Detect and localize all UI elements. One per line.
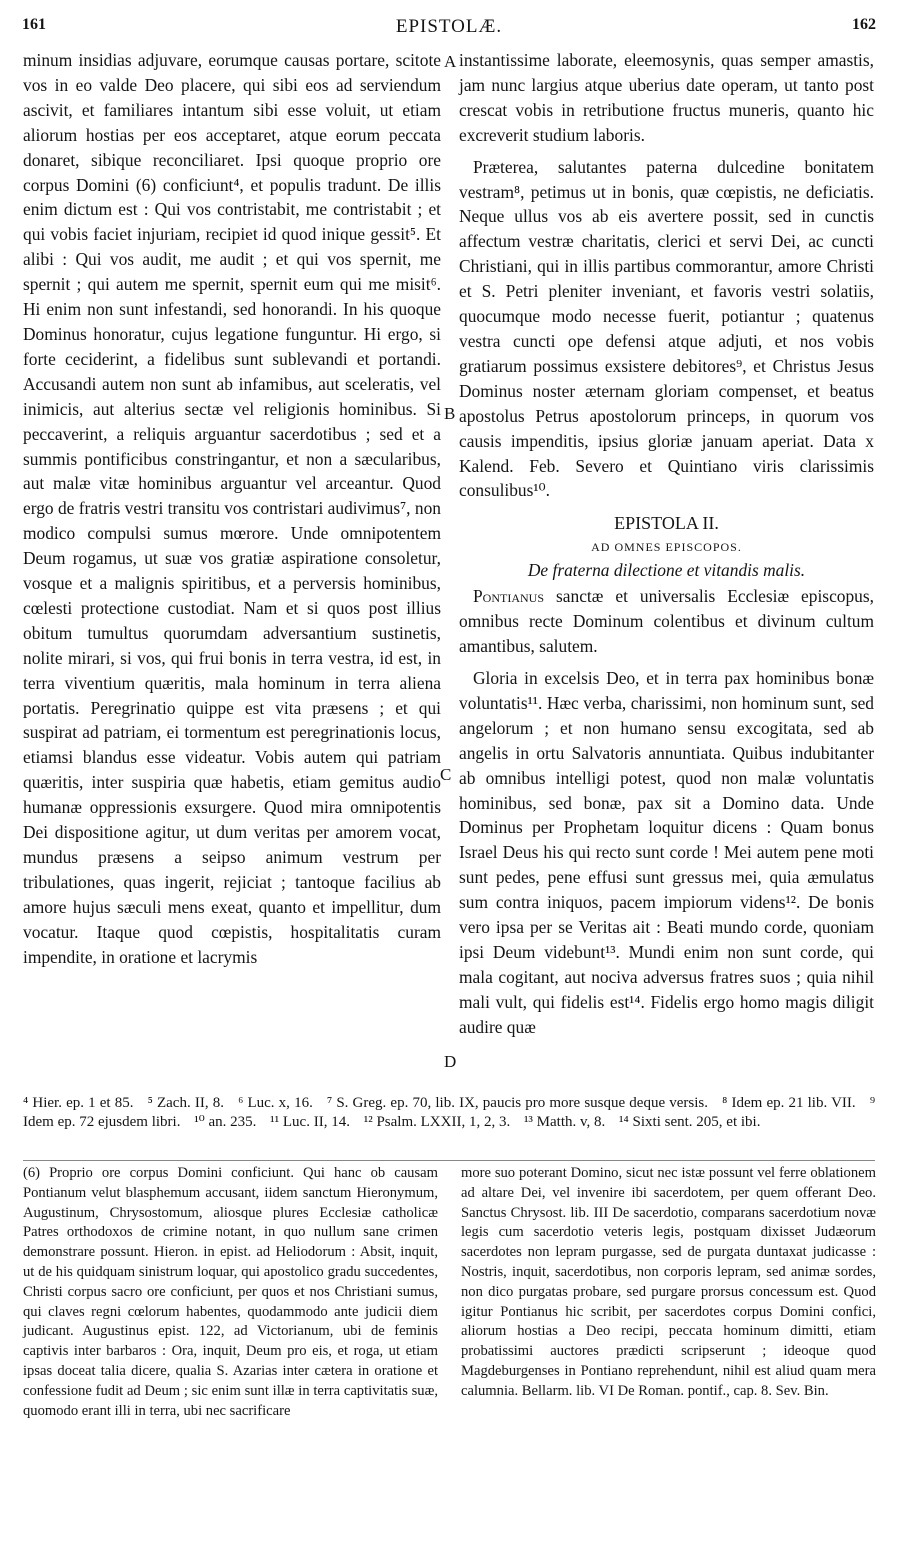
footnote-ref: ⁷ S. Greg. ep. 70, lib. IX, paucis pro more susque deque versis. (326, 1095, 708, 1111)
footnote-ref: ⁹ Idem ep. 72 ejusdem libri. (23, 1095, 876, 1130)
margin-letter-a: A (444, 52, 457, 71)
salutation-text: sanctæ et universalis Ecclesiæ episcopus, omnibus recte Dominum colentibus et divinum cultum amantibus, salutem. (459, 586, 874, 657)
footnote-ref: ⁶ Luc. x, 16. (238, 1095, 313, 1111)
footnote-ref: ⁸ Idem ep. 21 lib. VII. (722, 1095, 856, 1111)
left-paragraph: minum insidias adjuvare, eorumque causas portare, scitote vos in eo valde Deo placere, qui sibi eos ad serviendum ascivit, et familiares intantum sibi esse voluit, ut etiam aliorum hostias per eos acceptaret, atque eorum peccata donaret, sibique reconciliaret. Ipsi quoque proprio ore corpus Domini (6) conficiunt⁴, et populis tradunt. De illis enim dictum est : Qui vos contristabit, me contristabit ; et qui vobis faciet injuriam, recipiet id quod inique gessit⁵. Et alibi : Qui vos audit, me audit ; et qui vos spernit, me spernit ; qui autem me spernit, spernit eum qui me misit⁶. Hi enim non sunt infestandi, sed honorandi. In his quoque Dominus honoratur, cujus legatione funguntur. Hi ergo, si forte ceciderint, a fidelibus sunt sublevandi et portandi. Accusandi autem non sunt ab infamibus, aut sceleratis, vel inimicis, aut alterius sectæ vel religionis hominibus. Si peccaverint, a reliquis arguantur sacerdotibus ; sed et a summis pontificibus constringantur, et non a sæcularibus, aut malæ vitæ hominibus arguantur vel arceantur. Quod ergo de fratris vestri transitu vos contristari audivimus⁷, non modico compulsi sumus mœrore. Unde omnipotentem Deum rogamus, ut suæ vos gratiæ aspiratione consoletur, vosque et a malignis spiritibus, et a perversis hominibus, cœlesti protectione custodiat. Nam et si quos post illius obitum tumultus quorumdam adversantium sustinetis, nolite mirari, si vos, qui frui bonis in terra vestra, id est, in terra viventium quæritis, mala hominum in terra aliena portatis. Peregrinatio quippe est vita præsens ; et qui suspirat ad patriam, ei tormentum est peregrinationis locus, etiamsi blandus esse videatur. Vobis autem qui patriam quæritis, inter suspiria quæ habetis, etiam gemitus audio humanæ oppressionis exsurgere. Quod mira omnipotentis Dei dispositione agitur, ut dum veritas per amorem vocat, mundus præsens a seipso animum vestrum per tribulationes, quas ingerit, rejiciat ; tantoque facilius ab amore hujus sæculi mens exeat, quanto et impellitur, dum vocatur. Itaque quod cœpistis, hospitalitatis curam impendite, in oratione et lacrymis (23, 50, 441, 967)
right-paragraph-1: instantissime laborate, eleemosynis, quas semper amastis, jam nunc largius atque uberius date operam, ut tanto post crescat vobis in retributione fructus muneris, quanto hic excreverit studium laboris. (459, 50, 874, 145)
note-text: more suo poterant Domino, sicut nec istæ possunt vel ferre oblationem ad altare Dei, vel invenire ibi sacerdotem, per quem offerant Deo. Sanctus Chrysost. lib. III De sacerdotio, comparans sacerdotium novæ legis cum sacerdotio veteris legis, postquam dixisset Judæorum sacerdotes non lepram purgasse, sed de purgata duntaxat judicasse : Nostris, inquit, sacerdotibus, non corporis lepram, sed animæ sordes, non dico purgatas probare, sed purgare prorsus concessum est. Quod igitur Pontianus hic scribit, per sacerdotes corpus Domini confici, aliorum hostias a Deo recipi, peccata hominum dimitti, etiam probatissimi auctores prædicti scripserunt ; ideoque quod Magdeburgenses in Pontiano reprehendunt, nihil est aliud quam mera calumnia. Bellarm. lib. VI De Roman. pontif., cap. 8. Sev. Bin. (461, 1165, 876, 1399)
right-column (459, 48, 874, 1047)
commentary-note-left (23, 1164, 438, 1421)
running-header (22, 2, 876, 42)
footnote-ref: ¹⁰ an. 235. (194, 1114, 257, 1130)
page-number-right: 162 (852, 16, 876, 33)
notes-divider (23, 1160, 875, 1161)
footnote-ref: ¹⁴ Sixti sent. 205, et ibi. (619, 1114, 761, 1130)
footnote-ref: ⁴ Hier. ep. 1 et 85. (23, 1095, 134, 1111)
epistle-heading: De fraterna dilectione et vitandis malis. (527, 560, 806, 581)
margin-letter-c: C (440, 765, 452, 784)
author-name: Pontianus (473, 586, 545, 607)
left-column (23, 48, 441, 977)
epistle-title: EPISTOLA II. (614, 513, 719, 534)
epistle-address: AD OMNES EPISCOPOS. (591, 540, 742, 555)
right-paragraph-3 (459, 584, 874, 659)
footnote-references (23, 1094, 875, 1132)
footnote-ref: ¹³ Matth. v, 8. (523, 1114, 606, 1130)
right-paragraph-4: Gloria in excelsis Deo, et in terra pax hominibus bonæ voluntatis¹¹. Hæc verba, charissimi, non hominum sunt, sed angelorum ; et non humano sensu excogitata, sed ab angelis in ortu Salvatoris annuntiata. Quibus indubitanter ab omnibus intelligi potest, quod non malæ voluntatis hominibus, sed bonæ, pax sit a Domino data. Unde Dominus per Prophetam loquitur dicens : Quam bonus Israel Deus his qui recto sunt corde ! Mei autem pene moti sunt pedes, pene effusi sunt gressus mei, quia æmulatus sum contra iniquos, pacem impiorum videns¹². De bonis vero ipsa per se Veritas ait : Beati mundo corde, quoniam ipsi Deum videbunt¹³. Mundi enim non sunt corde, qui mala cogitant, aut nociva adversus fratres suos ; quia nihil mali vult, qui fidelis est¹⁴. Fidelis ergo homo magis diligit audire quæ (459, 668, 874, 1037)
footnote-ref: ¹¹ Luc. II, 14. (270, 1114, 350, 1130)
page-number-left: 161 (22, 16, 46, 33)
right-paragraph-2: Præterea, salutantes paterna dulcedine bonitatem vestram⁸, petimus ut in bonis, quæ cœpistis, ne deficiatis. Neque ullus vos ab eis avertere possit, sed in cunctis affectum vestræ charitatis, clerici et servi Dei, ac cuncti Christiani, qui in illis partibus commorantur, amore Christi et S. Petri pleniter inveniant, et favoris vestri solatiis, quocumque modo necesse fuerit, potiantur ; quatenus vestra cuncti ope defensi atque adjuti, et nos vobis gratiarum possimus exsistere debitores⁹, et Christus Jesus Dominus noster æternam gloriam compenset, et beatus apostolus Petrus apostolorum princeps, in quorum vos causis impenditis, ipsius gloriæ januam aperiat. Data x Kalend. Feb. Severo et Quintiano viris clarissimis consulibus¹⁰. (459, 156, 874, 501)
margin-letter-d: D (444, 1052, 457, 1071)
running-title: EPISTOLÆ. (395, 16, 503, 37)
commentary-note-right (461, 1164, 876, 1402)
margin-letter-b: B (444, 404, 456, 423)
note-text: (6) Proprio ore corpus Domini conficiunt. Qui hanc ob causam Pontianum velut blasphemum accusant, iidem sanctum Hieronymum, Augustinum, Chrysostomum, aliosque plures Ecclesiæ catholicæ Patres orthodoxos de crimine notant, in quo nullum sane crimen demonstrare possunt. Hieron. in epist. ad Heliodorum : Absit, inquit, ut de his quidquam sinistrum loquar, qui apostolico gradu succedentes, Christi corpus sacro ore conficiunt, per quos et nos Christiani sumus, qui claves regni cœlorum habentes, quodammodo ante judicii diem judicant. Augustinus epist. 122, ad Victorianum, ubi de feminis captivis inter barbaros : Ora, inquit, Deum pro eis, et roga, ut etiam ipsas doceat talia dicere, qualia S. Azarias inter cætera in oratione et confessione fudit ad Deum ; sic enim sunt illæ in terra captivitatis suæ, quomodo erant illi in terra, ubi nec sacrificare (23, 1165, 438, 1419)
footnote-ref: ¹² Psalm. LXXII, 1, 2, 3. (363, 1114, 511, 1130)
footnote-ref: ⁵ Zach. II, 8. (147, 1095, 224, 1111)
